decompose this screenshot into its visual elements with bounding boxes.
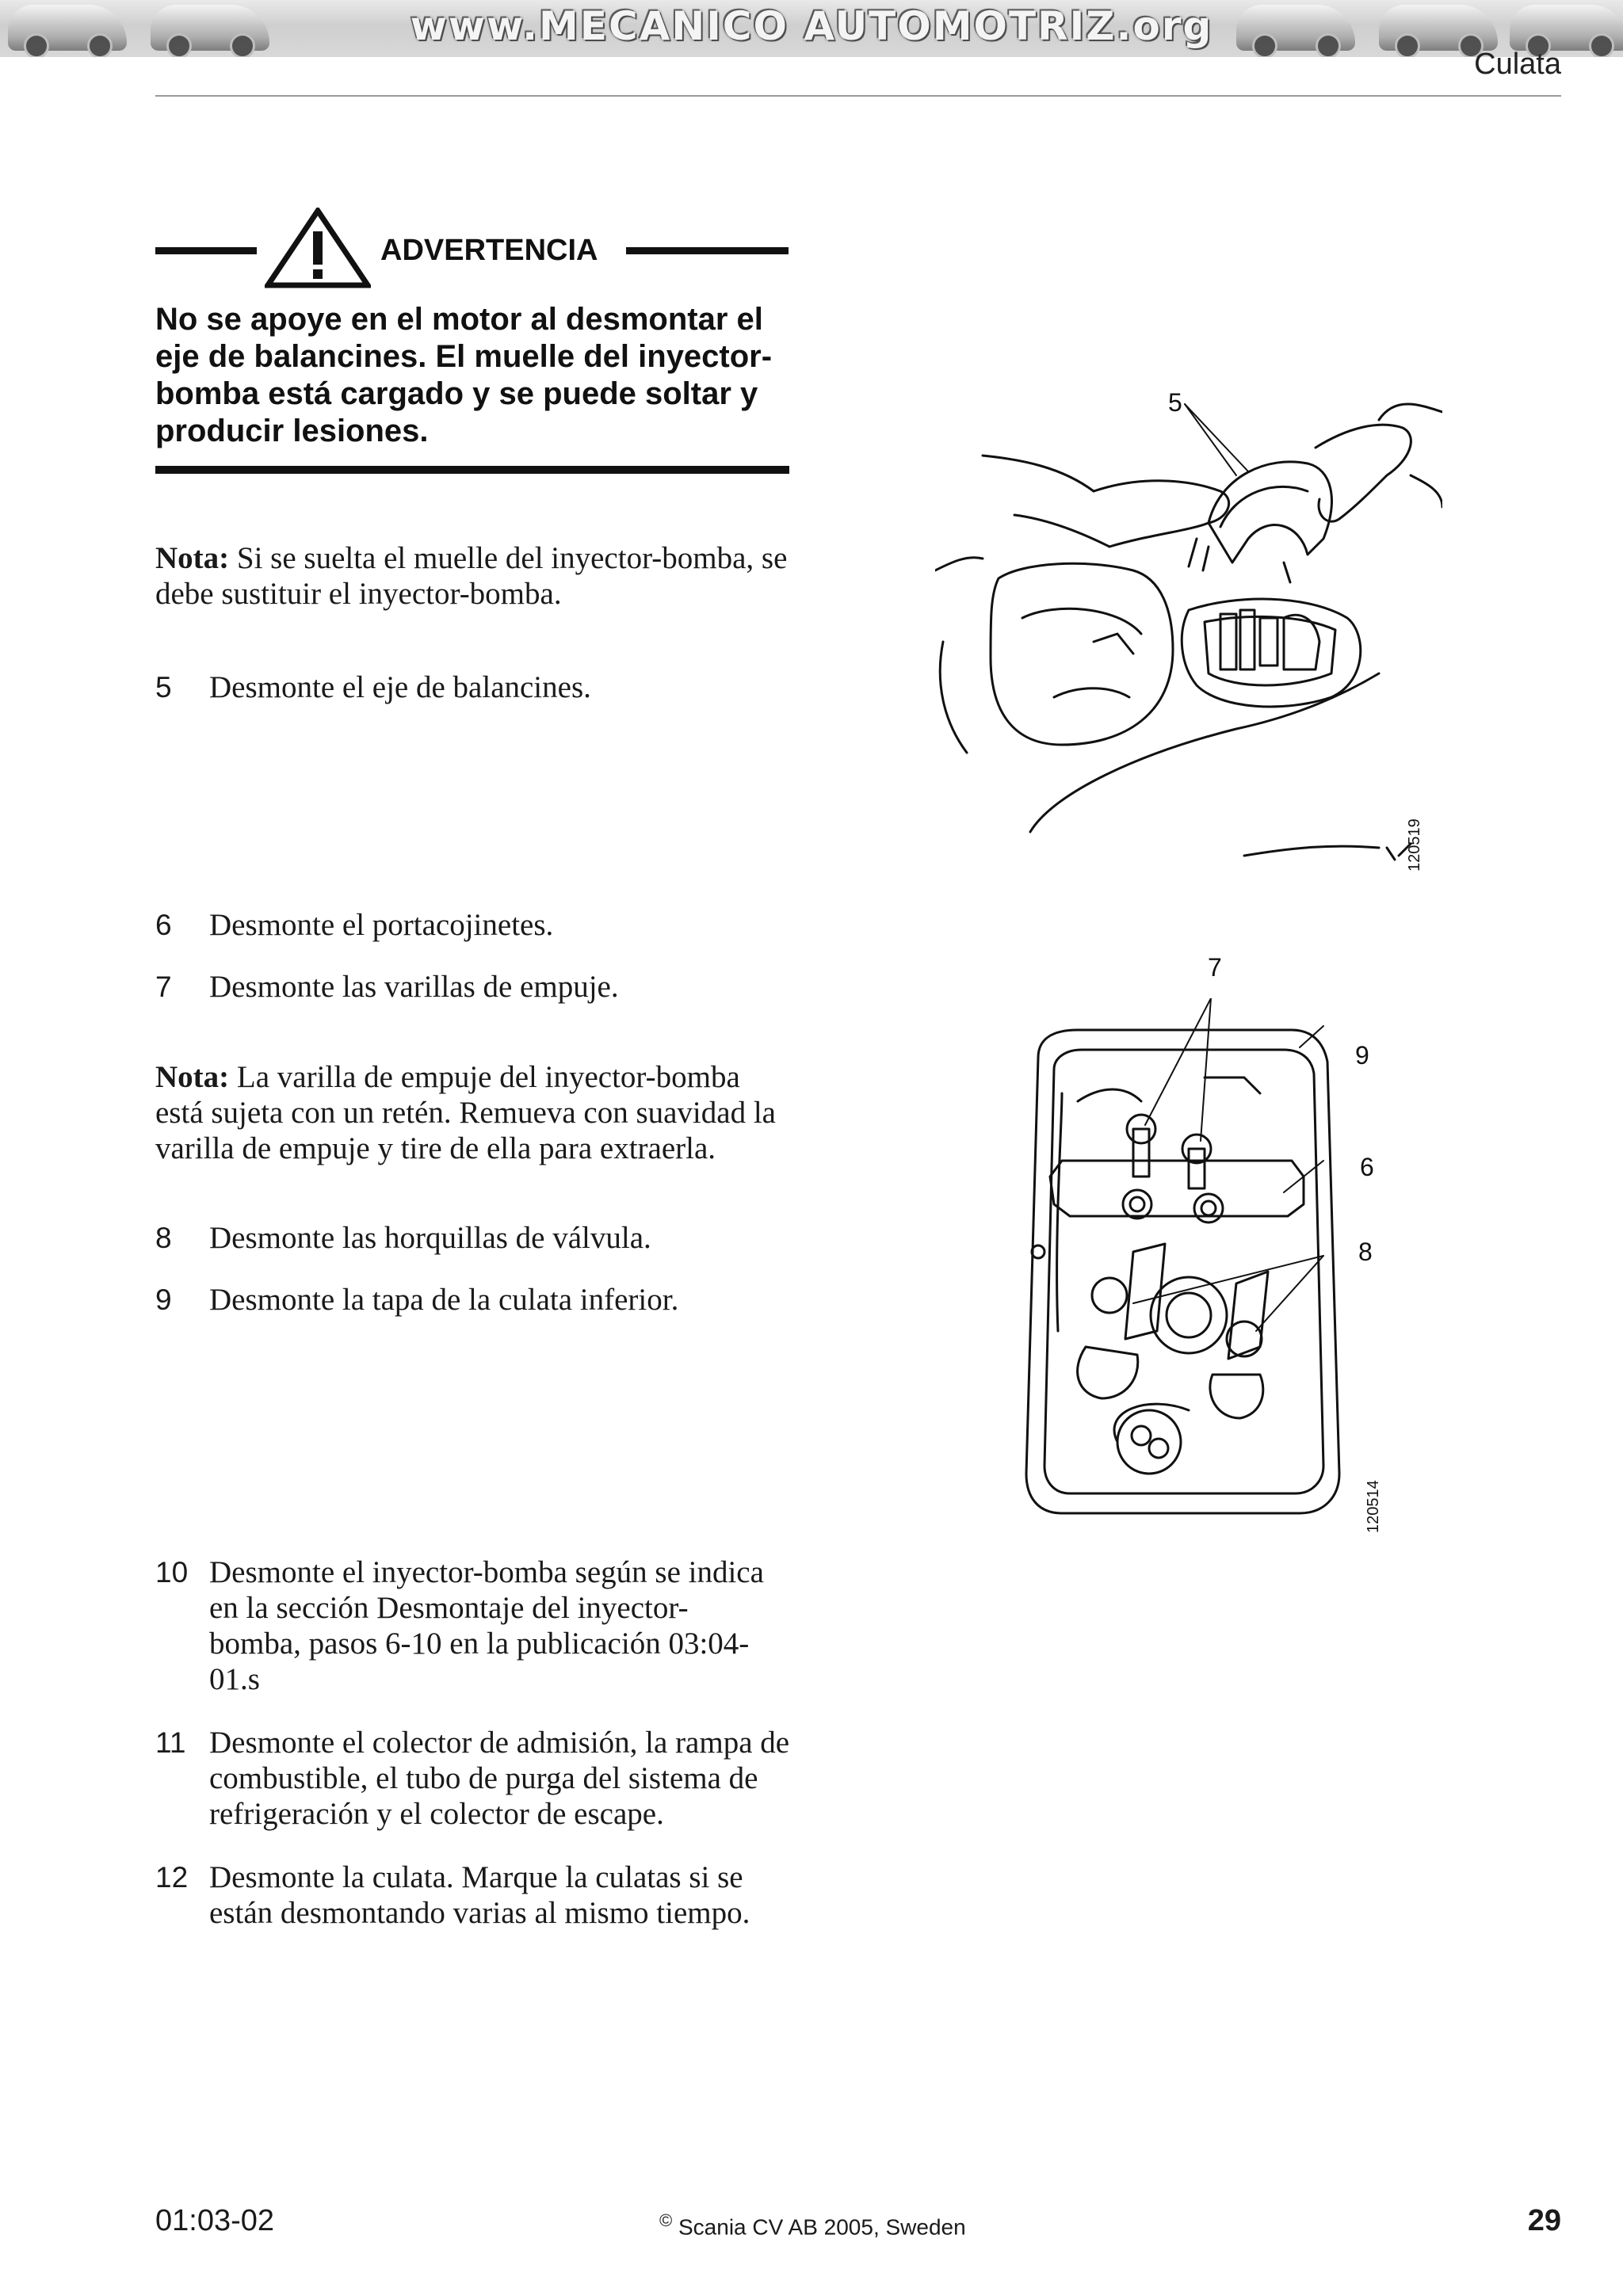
step-number: 9 xyxy=(155,1283,172,1316)
copyright-text: Scania CV AB 2005, Sweden xyxy=(672,2214,966,2240)
step-item xyxy=(155,1725,821,1832)
warning-rule-bottom xyxy=(155,466,789,474)
figure-callout: 9 xyxy=(1355,1041,1369,1070)
step-number: 6 xyxy=(155,909,172,941)
figure-callout: 8 xyxy=(1358,1238,1373,1266)
step-number: 12 xyxy=(155,1861,189,1894)
warning-triangle-icon xyxy=(265,208,371,288)
step-number: 11 xyxy=(155,1726,186,1759)
copyright-symbol: © xyxy=(659,2210,673,2230)
step-number: 8 xyxy=(155,1222,172,1254)
figure-id: 120519 xyxy=(1406,818,1423,871)
copyright-notice xyxy=(659,2210,966,2240)
step-text: Desmonte el portacojinetes. xyxy=(209,908,554,942)
step-text: Desmonte las varillas de empuje. xyxy=(209,970,619,1004)
figure-id: 120514 xyxy=(1365,1480,1382,1533)
cylinder-head-illustration xyxy=(1006,998,1387,1553)
warning-text: No se apoye en el motor al desmontar el eje de balancines. El muelle del inyector-bomba está cargado y se puede soltar y producir lesiones. xyxy=(155,302,773,448)
figure-callout: 6 xyxy=(1360,1153,1374,1181)
warning-rule-right xyxy=(626,247,789,254)
step-text: Desmonte la tapa de la culata inferior. xyxy=(209,1283,679,1317)
header-divider xyxy=(155,95,1561,97)
note-paragraph xyxy=(155,540,805,612)
note-label: Nota: xyxy=(155,1060,230,1094)
note-text: Si se suelta el muelle del inyector-bomba, se debe sustituir el inyector-bomba. xyxy=(155,541,788,611)
warning-label: ADVERTENCIA xyxy=(380,234,598,267)
warning-rule-left xyxy=(155,247,257,254)
rocker-shaft-illustration xyxy=(935,380,1442,871)
site-banner xyxy=(0,0,1623,57)
note-text: La varilla de empuje del inyector-bomba está sujeta con un retén. Remueva con suavidad la varilla de empuje y tire de ella para extraerla. xyxy=(155,1060,776,1165)
step-number: 7 xyxy=(155,971,172,1003)
document-code: 01:03-02 xyxy=(155,2204,275,2237)
section-title: Culata xyxy=(1474,48,1561,81)
step-text: Desmonte el colector de admisión, la rampa de combustible, el tubo de purga del sistema de refrigeración y el colector de escape. xyxy=(209,1726,790,1831)
step-number: 5 xyxy=(155,671,172,704)
banner-logo-text[interactable]: www.MECANICO AUTOMOTRIZ.org xyxy=(410,3,1213,49)
step-text: Desmonte las horquillas de válvula. xyxy=(209,1221,651,1255)
step-text: Desmonte el eje de balancines. xyxy=(209,670,591,704)
note-paragraph xyxy=(155,1059,789,1166)
figure-callout: 7 xyxy=(1208,953,1222,982)
step-text: Desmonte la culata. Marque la culatas si se están desmontando varias al mismo tiempo. xyxy=(209,1860,750,1930)
figure-callout: 5 xyxy=(1168,388,1182,417)
step-number: 10 xyxy=(155,1556,189,1589)
page-number: 29 xyxy=(1527,2204,1561,2237)
step-item xyxy=(155,1554,821,1697)
step-item xyxy=(155,1859,821,1931)
step-text: Desmonte el inyector-bomba según se indica en la sección Desmontaje del inyector-bomba, pasos 6-10 en la publicación 03:04-01.s xyxy=(209,1555,764,1696)
note-label: Nota: xyxy=(155,541,230,575)
